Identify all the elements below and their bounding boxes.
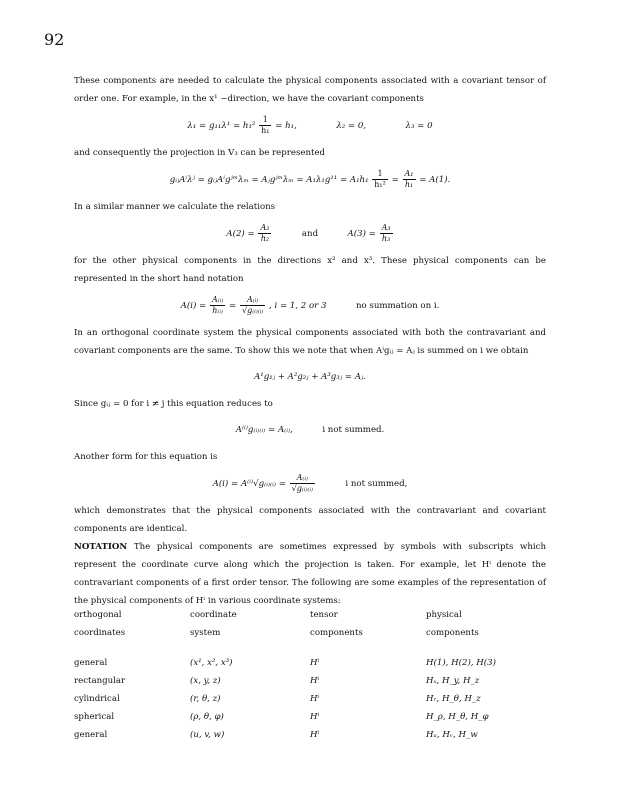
table-header-cell: coordinates [74, 628, 126, 638]
table-cell: (x, y, z) [190, 676, 221, 686]
fraction-1-over-h1 [259, 115, 271, 136]
fraction-1-over-h1-squared [372, 169, 388, 190]
table-cell: Hⁱ [310, 658, 320, 668]
table-row [74, 694, 546, 712]
table-cell: Hⁱ [310, 712, 320, 722]
fraction-denominator: h₁ [404, 180, 414, 189]
fraction-a-over-sqrt-g-2 [290, 473, 315, 494]
eq2-result: = A(1). [419, 175, 451, 185]
eq1-result: = h₁, [275, 121, 297, 131]
coordinate-systems-table [74, 610, 546, 748]
table-cell: (r, θ, z) [190, 694, 221, 704]
fraction-denominator: h₂ [260, 234, 270, 243]
table-header-cell: tensor [310, 610, 338, 620]
equation-relations [74, 223, 546, 244]
table-cell: general [74, 658, 108, 668]
table-cell: H(1), H(2), H(3) [426, 658, 496, 668]
table-row [74, 676, 546, 694]
paragraph-identical: which demonstrates that the physical components associated with the contravariant and covariant components are identical. [74, 506, 546, 534]
table-cell: general [74, 730, 108, 740]
equation-projection [74, 169, 546, 190]
paragraph-another-form: Another form for this equation is [74, 452, 218, 462]
table-cell: (ρ, θ, φ) [190, 712, 224, 722]
table-row [74, 658, 546, 676]
paragraph-projection: and consequently the projection in V₃ can be represented [74, 148, 326, 158]
page-body [74, 72, 546, 748]
table-cell: Hᵤ, Hᵥ, H_w [426, 730, 478, 740]
table-cell: rectangular [74, 676, 126, 686]
fraction-numerator: 1 [259, 115, 271, 126]
paragraph-shorthand: for the other physical components in the directions x² and x³. These physical components can be represented in the short hand notation [74, 256, 546, 284]
paragraph-reduces: Since gᵢⱼ = 0 for i ≠ j this equation reduces to [74, 399, 273, 409]
table-cell: H_ρ, H_θ, H_φ [426, 712, 489, 722]
fraction-numerator: A₍ᵢ₎ [211, 295, 224, 304]
eq6-lhs: A⁽ⁱ⁾g₍ᵢ₎₍ᵢ₎ = A₍ᵢ₎, [235, 425, 293, 435]
equation-sum: A¹g₁ⱼ + A²g₂ⱼ + A³g₃ⱼ = Aⱼ. [254, 372, 366, 382]
fraction-a-over-h [210, 295, 225, 316]
table-cell: spherical [74, 712, 115, 722]
equation-reduced [74, 420, 546, 440]
fraction-denominator: √g₍ᵢ₎₍ᵢ₎ [241, 306, 264, 315]
fraction-denominator: h₃ [381, 234, 391, 243]
table-header-row [74, 610, 546, 628]
eq2-equals: = [391, 175, 399, 185]
table-header-cell: components [426, 628, 479, 638]
table-cell: Hⁱ [310, 676, 320, 686]
paragraph-similar: In a similar manner we calculate the relations [74, 202, 276, 212]
table-cell: Hₓ, H_y, H_z [426, 676, 480, 686]
fraction-numerator: A₍ᵢ₎ [290, 473, 315, 484]
eq7-lhs: A(i) = A⁽ⁱ⁾√g₍ᵢ₎₍ᵢ₎ = [212, 479, 286, 489]
fraction-numerator: 1 [372, 169, 388, 180]
fraction-a-over-sqrt-g [240, 295, 265, 316]
table-cell: Hⁱ [310, 694, 320, 704]
table-row [74, 712, 546, 730]
eq7-not-summed: i not summed, [345, 479, 408, 489]
page-number: 92 [44, 30, 65, 49]
paragraph-notation [74, 538, 546, 610]
fraction-a1-over-h1 [403, 169, 416, 190]
eq3-a2-lhs: A(2) = [226, 229, 255, 239]
eq4-equals: = [229, 301, 237, 311]
eq1-lambda3: λ₃ = 0 [405, 121, 433, 131]
table-header-cell: orthogonal [74, 610, 122, 620]
table-cell: (x¹, x², x³) [190, 658, 233, 668]
eq4-lhs: A(i) = [180, 301, 207, 311]
eq3-a3-lhs: A(3) = [347, 229, 376, 239]
fraction-numerator: A₃ [381, 223, 391, 232]
table-header-cell: components [310, 628, 363, 638]
paragraph-orthogonal: In an orthogonal coordinate system the physical components associated with both the contravariant and covariant components are the same. To show this we note that when Aⁱgᵢⱼ = Aⱼ is summed on i we obtain [74, 328, 546, 356]
equation-shorthand [74, 295, 546, 316]
eq1-lambda2: λ₂ = 0, [336, 121, 367, 131]
equation-covariant-components [74, 115, 546, 136]
notation-text: The physical components are sometimes expressed by symbols with subscripts which represent the coordinate curve along which the projection is taken. For example, let Hⁱ denote the contravariant components of a first order tensor. The following are some examples of the representation of the physical components of Hⁱ in various coordinate systems: [74, 542, 547, 606]
eq4-no-summation: no summation on i. [355, 301, 440, 311]
fraction-denominator: h₍ᵢ₎ [212, 306, 223, 315]
eq4-index-range: , i = 1, 2 or 3 [269, 301, 327, 311]
fraction-numerator: A₍ᵢ₎ [240, 295, 265, 306]
fraction-denominator: h₁² [374, 180, 386, 189]
fraction-numerator: A₂ [260, 223, 270, 232]
eq6-not-summed: i not summed. [322, 425, 385, 435]
table-cell: Hᵣ, H_θ, H_z [426, 694, 481, 704]
paragraph-intro: These components are needed to calculate the physical components associated with a covariant tensor of order one. For example, in the x¹ −direction, we have the covariant components [74, 76, 546, 104]
fraction-numerator: A₁ [404, 169, 414, 178]
table-header-cell: physical [426, 610, 462, 620]
table-cell: cylindrical [74, 694, 120, 704]
fraction-a2-over-h2 [258, 223, 271, 244]
table-header-cell: coordinate [190, 610, 237, 620]
eq2-lhs: gᵢⱼAⁱλʲ = gᵢⱼAⁱgʲᵐλₘ = Aⱼgʲᵐλₘ = A₁λ₁g¹¹ = A₁h₁ [169, 175, 369, 185]
notation-label: NOTATION [74, 542, 128, 552]
table-cell: (u, v, w) [190, 730, 225, 740]
fraction-denominator: √g₍ᵢ₎₍ᵢ₎ [291, 484, 313, 493]
equation-another-form [74, 473, 546, 494]
table-cell: Hⁱ [310, 730, 320, 740]
fraction-denominator: h₁ [261, 126, 270, 135]
table-header-cell: system [190, 628, 221, 638]
eq1-lhs: λ₁ = g₁₁λ¹ = h₁² [187, 121, 256, 131]
fraction-a3-over-h3 [380, 223, 393, 244]
table-row [74, 730, 546, 748]
eq3-and: and [301, 229, 319, 239]
table-header-row [74, 628, 546, 646]
